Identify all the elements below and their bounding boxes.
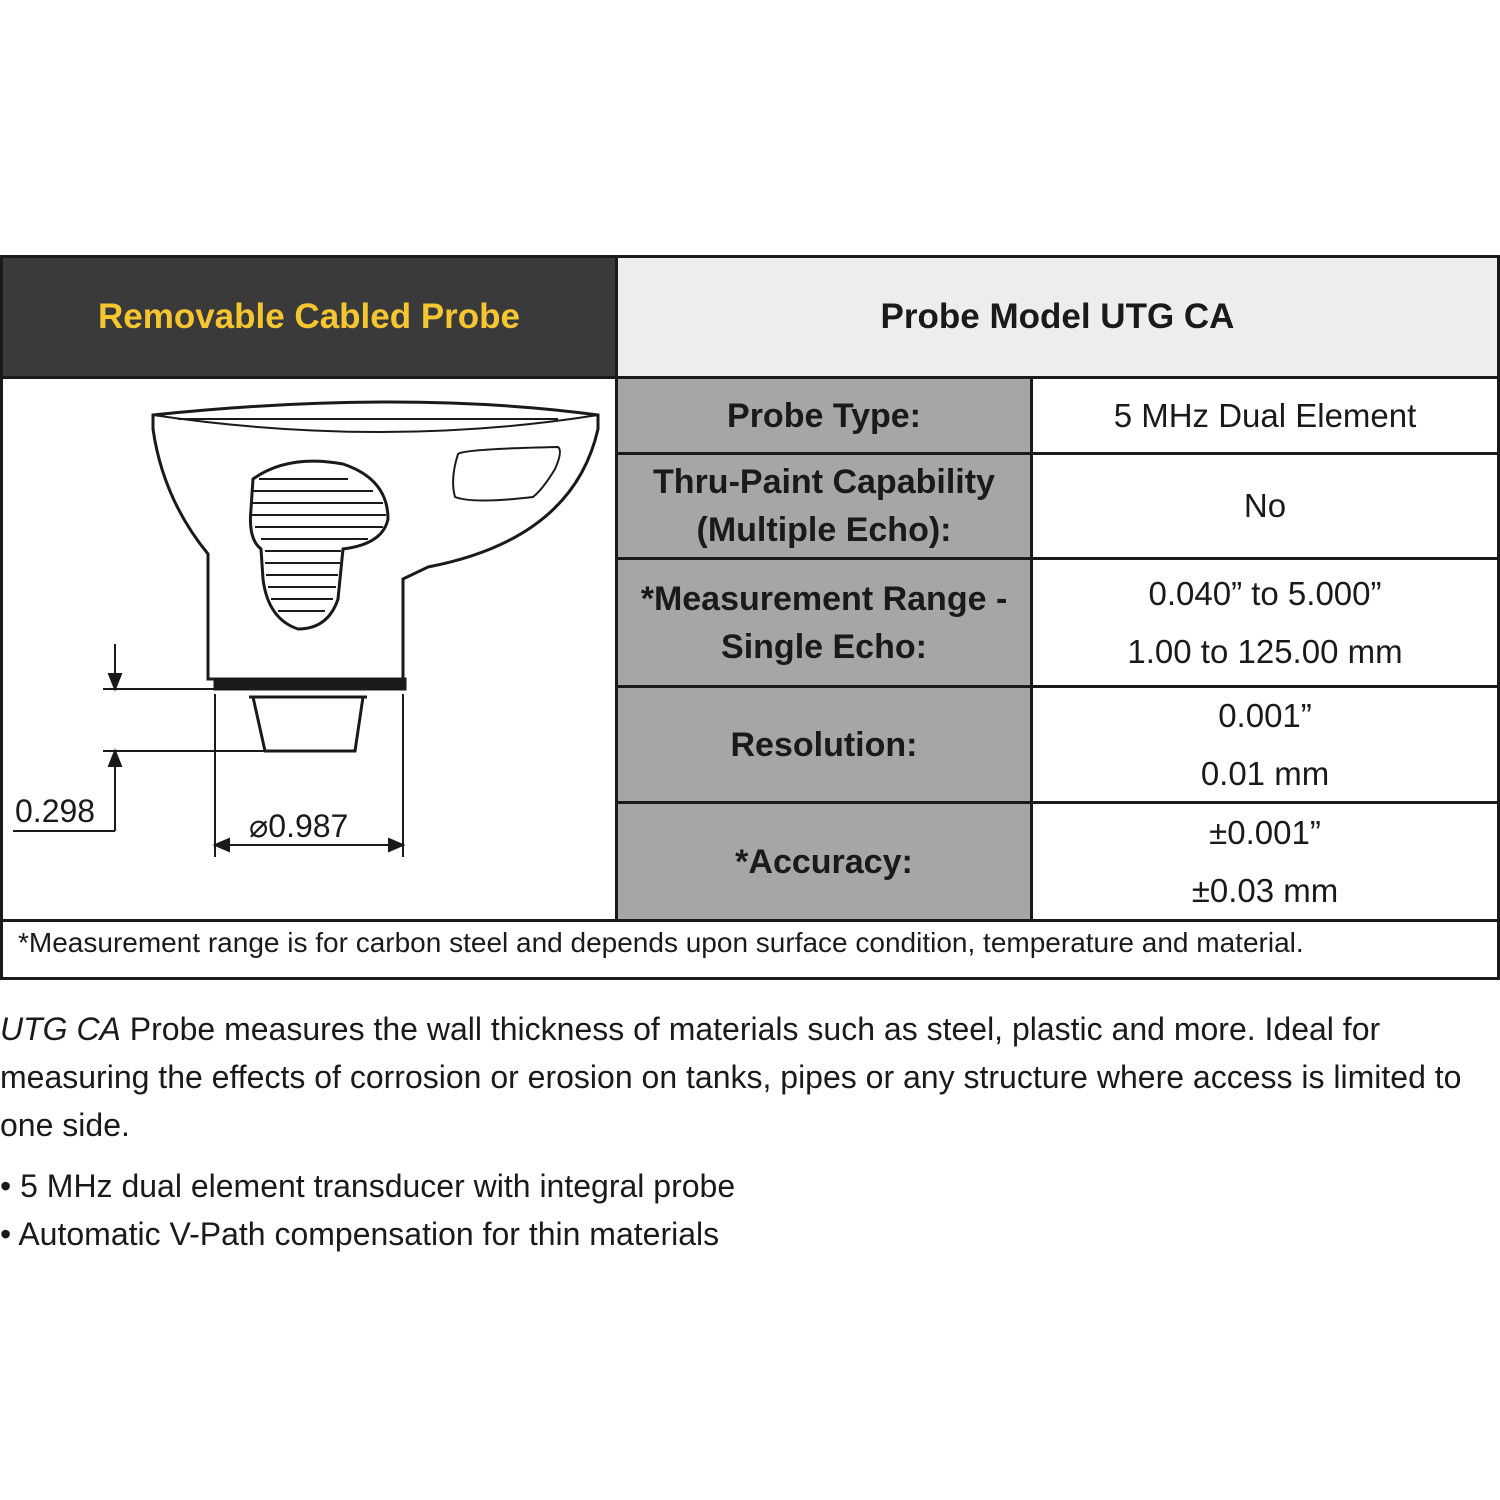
value-line: 0.040” to 5.000” bbox=[1148, 574, 1382, 612]
model-name: UTG CA bbox=[0, 1011, 121, 1047]
label-line: *Accuracy: bbox=[735, 842, 913, 881]
spec-table bbox=[0, 255, 1500, 980]
list-item: • 5 MHz dual element transducer with integral probe bbox=[0, 1168, 736, 1204]
value-line: 0.001” bbox=[1218, 696, 1312, 734]
label-line: (Multiple Echo): bbox=[696, 511, 952, 549]
value-line: 0.01 mm bbox=[1200, 754, 1330, 792]
value-line: 5 MHz Dual Element bbox=[1113, 396, 1417, 434]
label-line: Thru-Paint Capability bbox=[653, 463, 995, 501]
feature-list bbox=[0, 1162, 1500, 1258]
list-item-text: 5 MHz dual element transducer with integral probe bbox=[20, 1168, 736, 1204]
height-dimension-label: 0.298 bbox=[15, 793, 96, 829]
value-line: ±0.001” bbox=[1209, 813, 1321, 851]
list-item-text: Automatic V-Path compensation for thin materials bbox=[18, 1216, 720, 1252]
label-line: Resolution: bbox=[730, 725, 918, 764]
description bbox=[0, 1005, 1500, 1149]
label-line: Probe Type: bbox=[727, 396, 921, 435]
right-header-text: Probe Model UTG CA bbox=[880, 297, 1235, 336]
value-line: No bbox=[1243, 487, 1287, 524]
table-footnote: *Measurement range is for carbon steel and depends upon surface condition, temperature and material. bbox=[18, 927, 1304, 958]
diameter-symbol-icon: ⌀ bbox=[249, 808, 269, 844]
value-line: ±0.03 mm bbox=[1191, 871, 1339, 909]
label-line: *Measurement Range - bbox=[640, 579, 1008, 618]
table-frame bbox=[0, 255, 1500, 980]
value-line: 1.00 to 125.00 mm bbox=[1127, 632, 1403, 670]
label-line: Single Echo: bbox=[721, 627, 927, 666]
diameter-value: 0.987 bbox=[268, 808, 349, 844]
left-header-text: Removable Cabled Probe bbox=[97, 297, 521, 336]
description-text: Probe measures the wall thickness of materials such as steel, plastic and more. Ideal for measuring the effects of corrosion or erosion on tanks, pipes or any structure where access is limited to one side. bbox=[0, 1011, 1462, 1143]
list-item: • Automatic V-Path compensation for thin materials bbox=[0, 1216, 720, 1252]
